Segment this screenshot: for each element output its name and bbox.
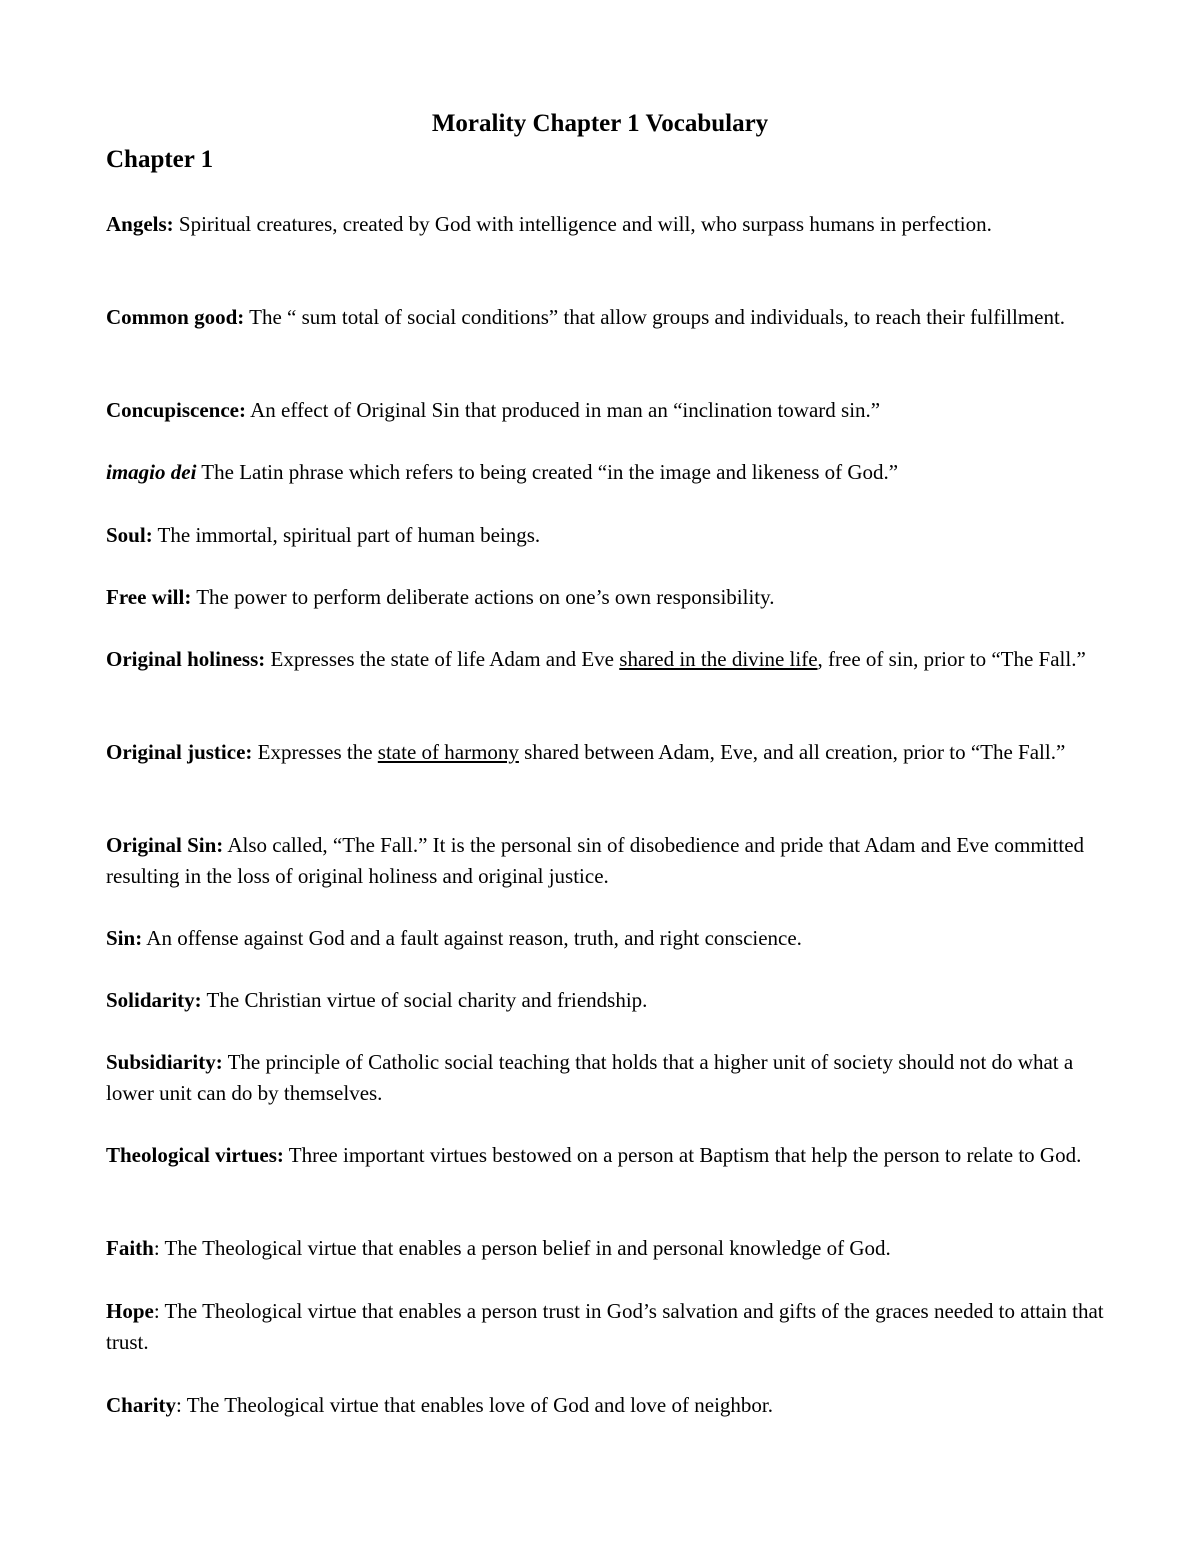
vocab-definition: An effect of Original Sin that produced in man an “inclination toward sin.” xyxy=(246,398,881,422)
vocab-definition: Expresses the xyxy=(252,740,378,764)
vocab-entry-hope xyxy=(106,1296,1106,1358)
vocab-entry-solidarity xyxy=(106,985,1106,1016)
vocab-entry-faith xyxy=(106,1233,1106,1264)
underlined-phrase: shared in the divine life xyxy=(619,647,818,671)
vocab-entry-free-will xyxy=(106,582,1106,613)
underlined-phrase: state of harmony xyxy=(377,740,519,764)
page-title: Morality Chapter 1 Vocabulary xyxy=(431,110,769,137)
vocab-term: Original justice: xyxy=(106,740,253,764)
vocab-term: Free will: xyxy=(106,585,192,609)
vocab-term: Angels: xyxy=(106,212,174,236)
vocab-definition: The Christian virtue of social charity and friendship. xyxy=(201,988,648,1012)
vocab-definition: : The Theological virtue that enables love of God and love of neighbor. xyxy=(176,1393,773,1417)
vocab-definition: Expresses the state of life Adam and Eve xyxy=(265,647,620,671)
vocab-term: Solidarity: xyxy=(106,988,202,1012)
vocab-term: Original holiness: xyxy=(106,647,266,671)
vocab-definition: The “ sum total of social conditions” that allow groups and individuals, to reach their fulfillment. xyxy=(244,305,1066,329)
vocab-term: Faith xyxy=(106,1236,154,1260)
vocab-definition: The Latin phrase which refers to being created “in the image and likeness of God.” xyxy=(196,460,899,484)
vocab-term: Concupiscence: xyxy=(106,398,246,422)
vocab-definition: , free of sin, prior to “The Fall.” xyxy=(817,647,1086,671)
vocab-entry-subsidiarity xyxy=(106,1047,1106,1109)
vocab-entry-theological-virtues xyxy=(106,1140,1106,1171)
vocab-definition: An offense against God and a fault against reason, truth, and right conscience. xyxy=(142,926,802,950)
vocab-definition: Spiritual creatures, created by God with intelligence and will, who surpass humans in perfection. xyxy=(173,212,992,236)
vocab-entry-original-justice xyxy=(106,737,1106,768)
vocab-term: Soul: xyxy=(106,523,153,547)
vocab-definition: : The Theological virtue that enables a person belief in and personal knowledge of God. xyxy=(153,1236,891,1260)
vocab-definition: Three important virtues bestowed on a person at Baptism that help the person to relate to God. xyxy=(283,1143,1082,1167)
vocab-term: Theological virtues: xyxy=(106,1143,284,1167)
vocab-term: Subsidiarity: xyxy=(106,1050,223,1074)
vocab-definition: The power to perform deliberate actions on one’s own responsibility. xyxy=(191,585,775,609)
vocab-term: imagio dei xyxy=(106,460,197,484)
vocab-entry-common-good xyxy=(106,302,1106,333)
vocab-term: Sin: xyxy=(106,926,143,950)
vocab-entry-concupiscence xyxy=(106,395,1106,426)
vocab-entry-charity xyxy=(106,1390,1106,1421)
vocab-entry-original-holiness xyxy=(106,644,1106,675)
vocab-term: Hope xyxy=(106,1299,154,1323)
vocab-entry-soul xyxy=(106,520,1106,551)
vocab-entry-angels xyxy=(106,209,1106,240)
vocab-definition: : The Theological virtue that enables a person trust in God’s salvation and gifts of the graces needed to attain that trust. xyxy=(106,1299,1104,1354)
vocab-definition: The principle of Catholic social teaching that holds that a higher unit of society should not do what a lower unit can do by themselves. xyxy=(106,1050,1074,1105)
vocab-entry-sin xyxy=(106,923,1106,954)
vocab-term: Common good: xyxy=(106,305,245,329)
vocab-term: Charity xyxy=(106,1393,176,1417)
vocab-definition: Also called, “The Fall.” It is the personal sin of disobedience and pride that Adam and Eve committed resulting in the loss of original holiness and original justice. xyxy=(106,833,1085,888)
vocab-term: Original Sin: xyxy=(106,833,224,857)
vocab-definition: The immortal, spiritual part of human beings. xyxy=(152,523,541,547)
vocab-entry-imagio-dei xyxy=(106,457,1106,488)
vocab-entry-original-sin xyxy=(106,830,1106,892)
chapter-heading: Chapter 1 xyxy=(106,146,214,173)
vocab-definition: shared between Adam, Eve, and all creation, prior to “The Fall.” xyxy=(518,740,1066,764)
